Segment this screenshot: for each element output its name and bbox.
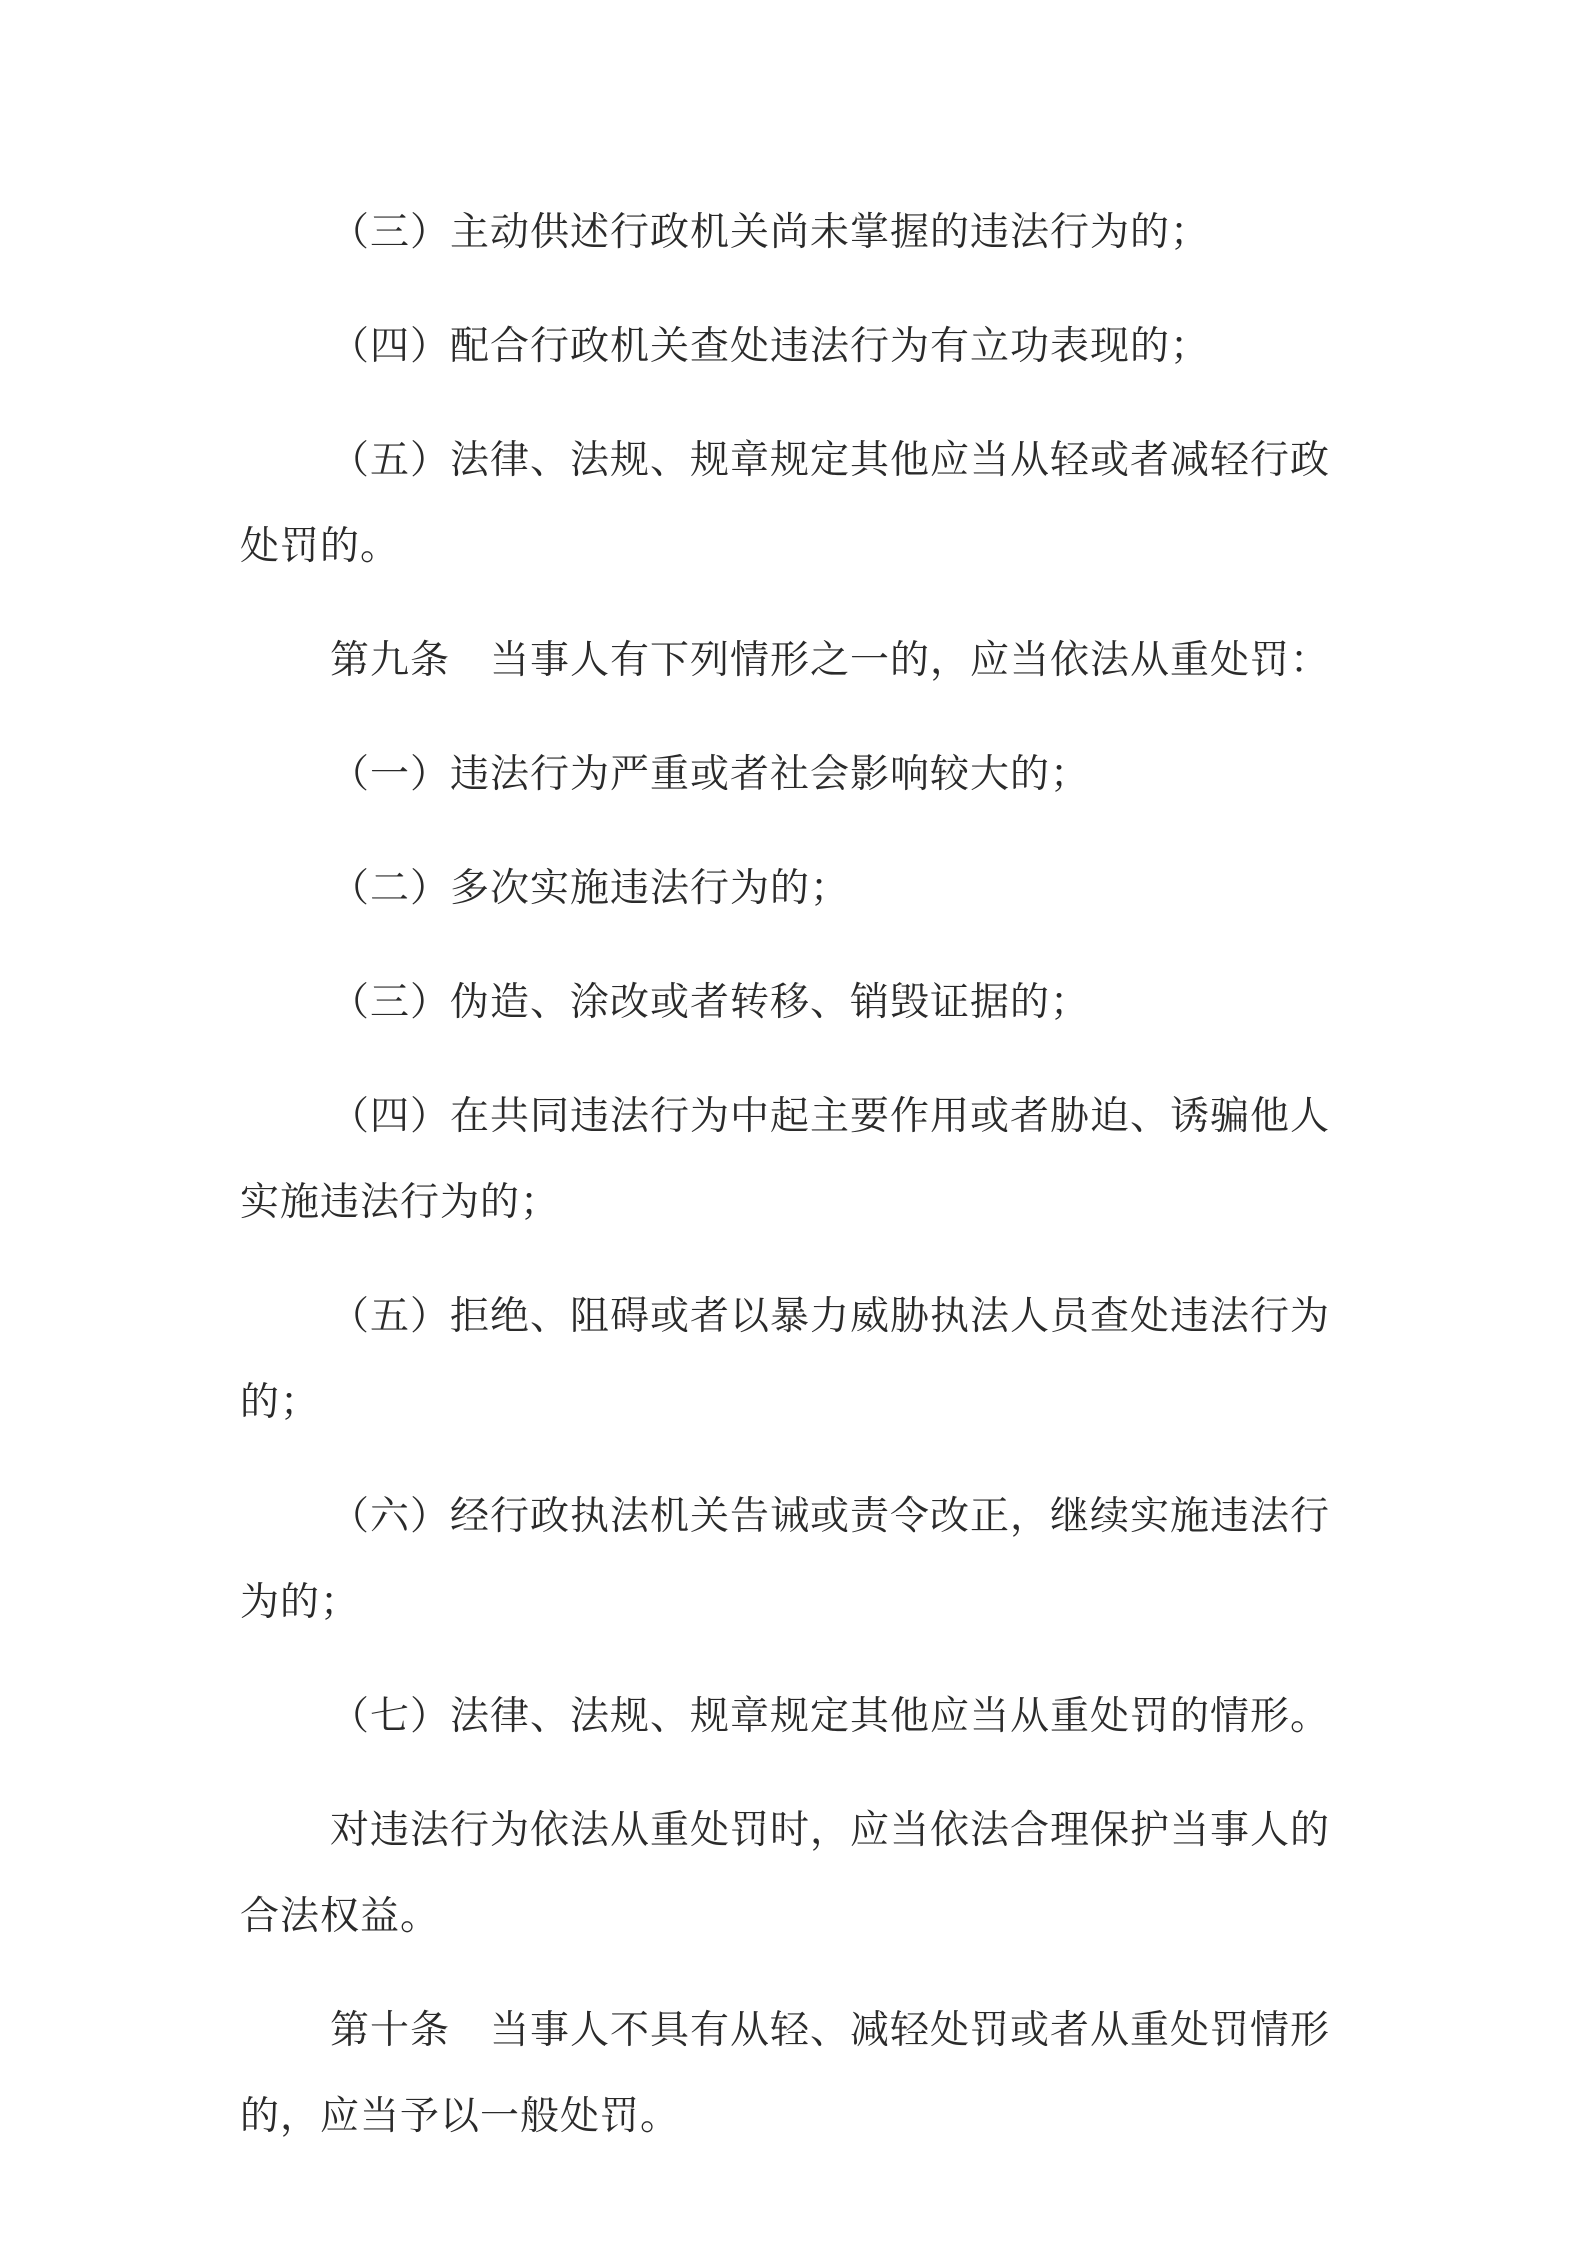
paragraph-item-7-other-heavier: （七）法律、法规、规章规定其他应当从重处罚的情形。 <box>330 1694 1331 1739</box>
paragraph-rights-protection: 对违法行为依法从重处罚时，应当依法合理保护当事人的合法权益。 <box>240 1808 1331 1939</box>
paragraph-item-5-other-lighter: （五）法律、法规、规章规定其他应当从轻或者减轻行政处罚的。 <box>240 438 1331 569</box>
document-body <box>240 190 1360 2160</box>
paragraph-item-5-obstruction: （五）拒绝、阻碍或者以暴力威胁执法人员查处违法行为的； <box>240 1294 1331 1425</box>
article-9-heading: 第九条 当事人有下列情形之一的，应当依法从重处罚： <box>330 638 1331 683</box>
paragraph-item-4-joint-offense: （四）在共同违法行为中起主要作用或者胁迫、诱骗他人实施违法行为的； <box>240 1094 1331 1225</box>
paragraph-item-6-continued-offense: （六）经行政执法机关告诫或责令改正，继续实施违法行为的； <box>240 1494 1331 1625</box>
paragraph-item-4-cooperation: （四）配合行政机关查处违法行为有立功表现的； <box>330 324 1211 369</box>
paragraph-item-1-serious: （一）违法行为严重或者社会影响较大的； <box>330 752 1091 797</box>
article-10-general-penalty: 第十条 当事人不具有从轻、减轻处罚或者从重处罚情形的，应当予以一般处罚。 <box>240 2008 1331 2139</box>
paragraph-item-2-repeated: （二）多次实施违法行为的； <box>330 866 851 911</box>
paragraph-item-3-voluntary-confession: （三）主动供述行政机关尚未掌握的违法行为的； <box>330 210 1211 255</box>
paragraph-item-3-forged-evidence: （三）伪造、涂改或者转移、销毁证据的； <box>330 980 1091 1025</box>
